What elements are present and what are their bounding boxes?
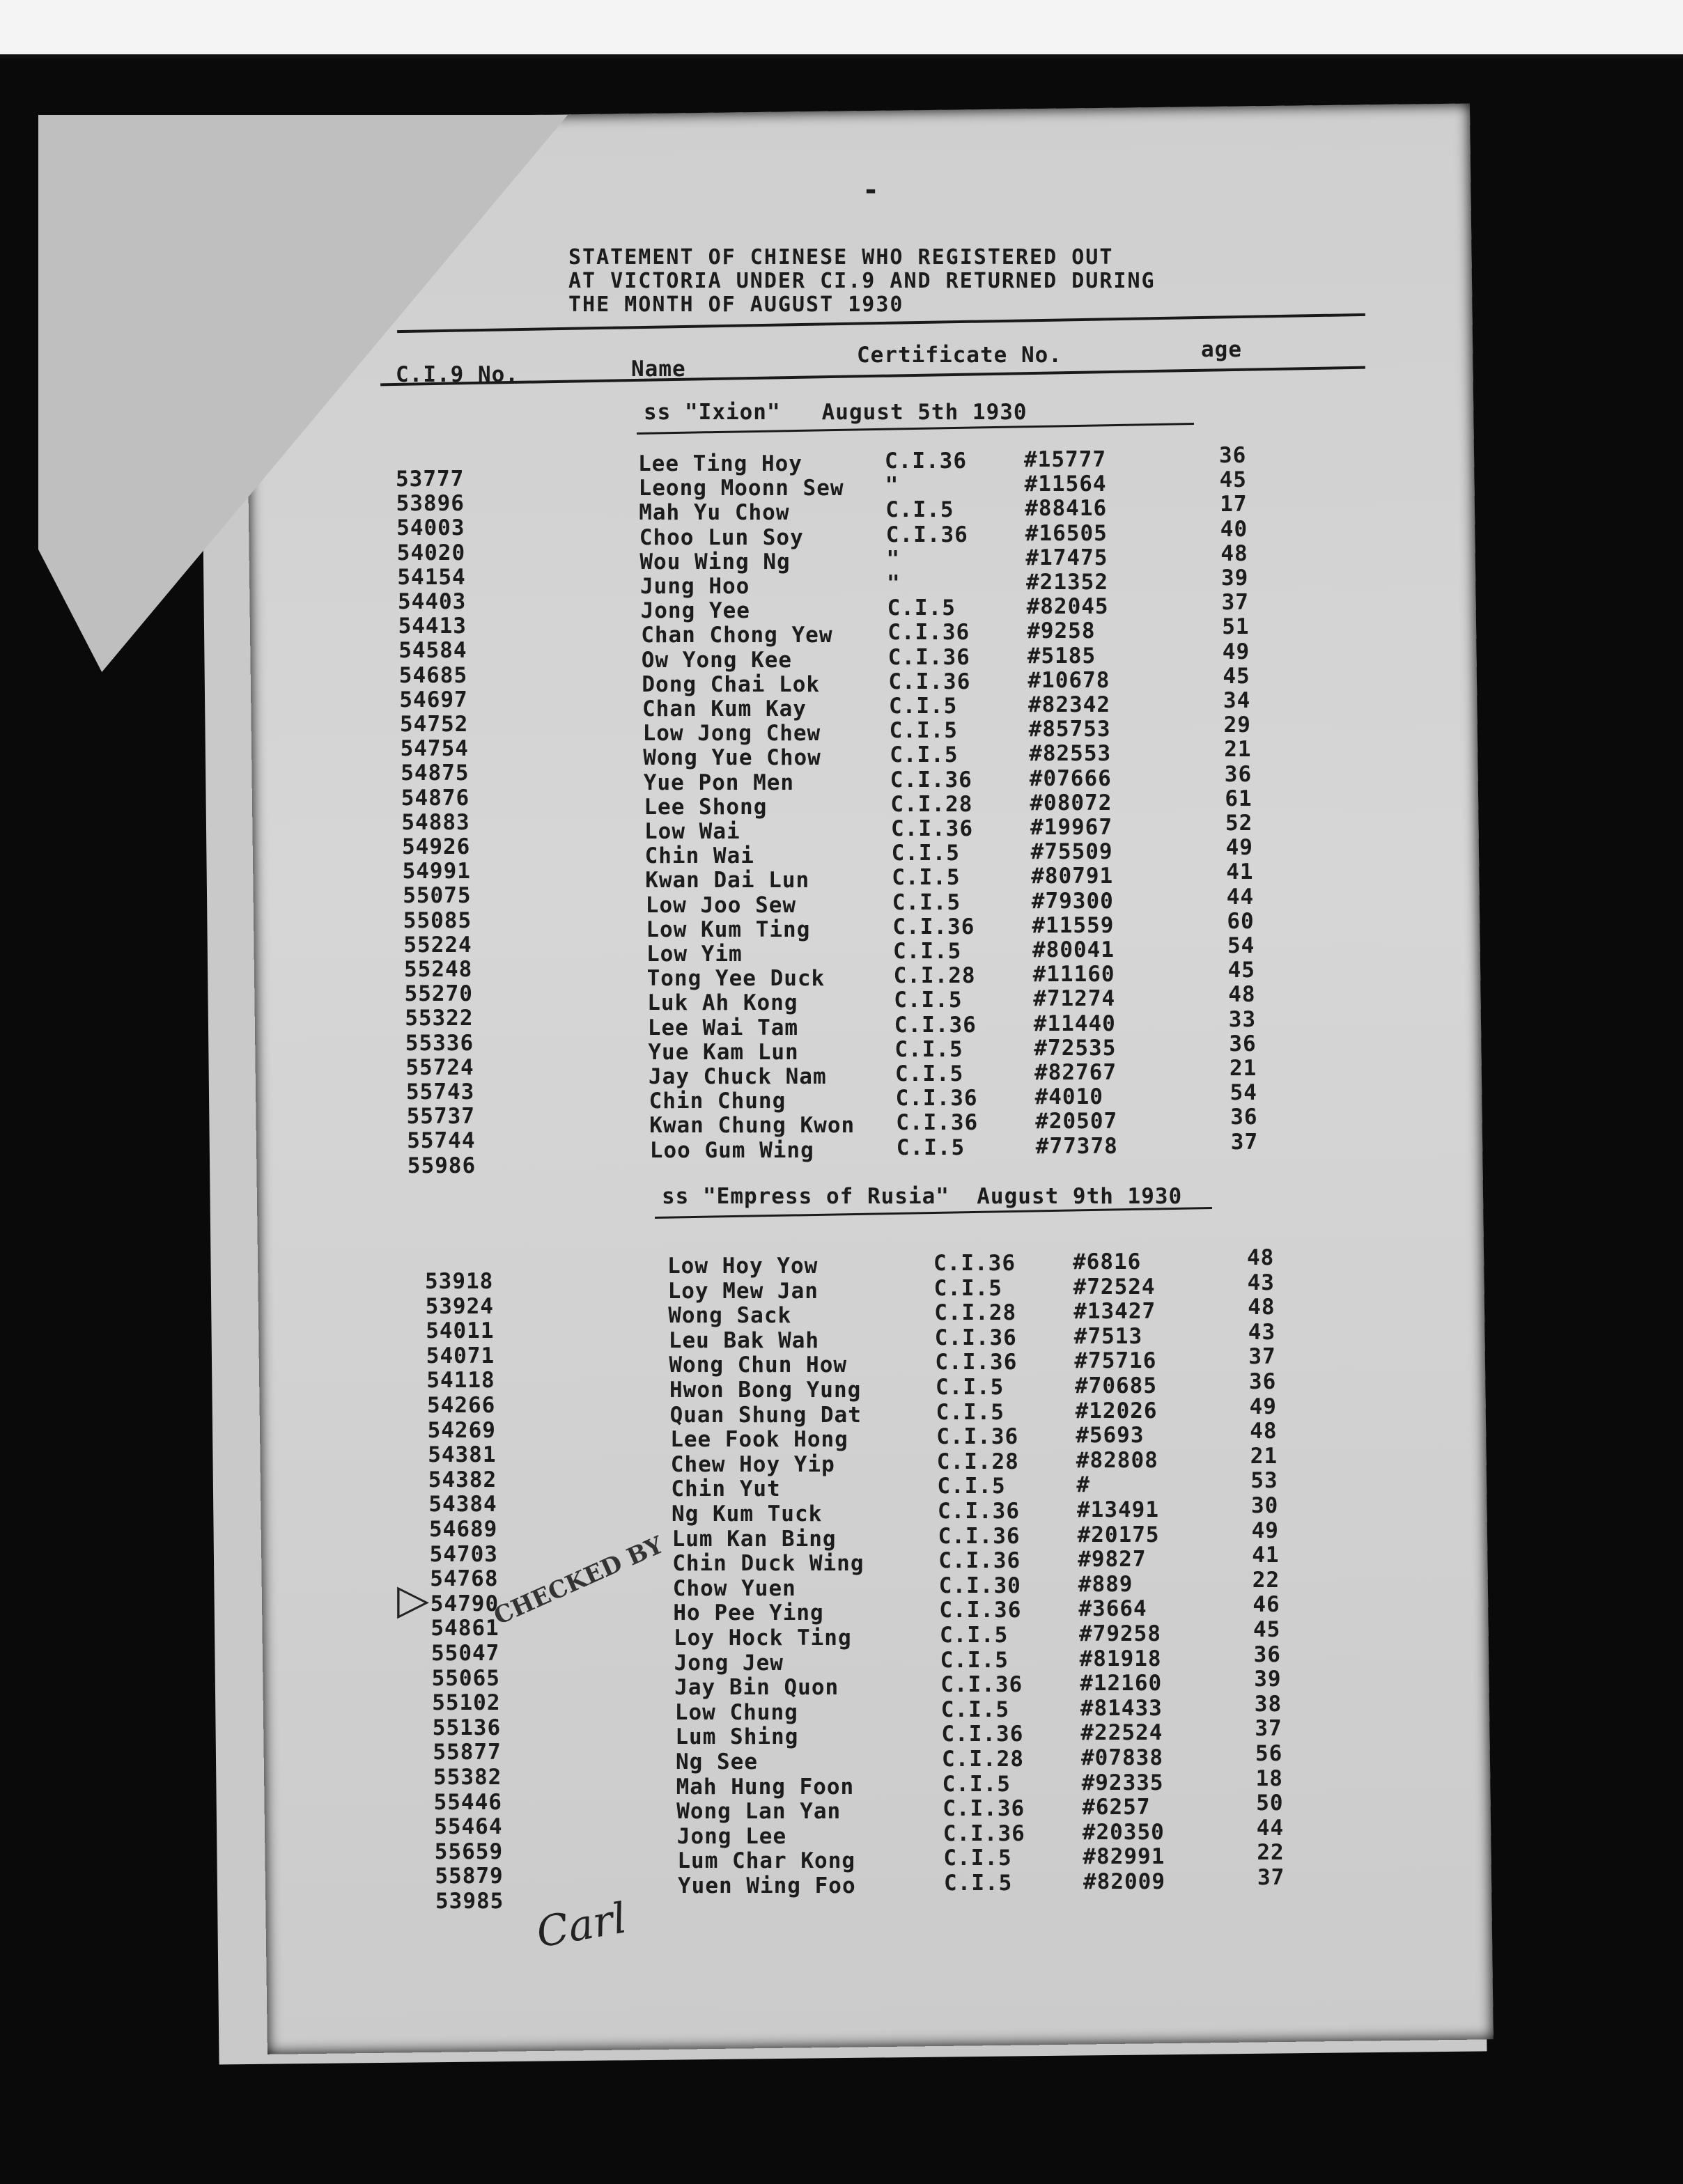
- certificate-type: C.I.5: [933, 1275, 1002, 1301]
- column-header-age: age: [1201, 337, 1242, 362]
- certificate-number: #82991: [1083, 1844, 1165, 1870]
- certificate-type: C.I.36: [895, 1086, 978, 1112]
- certificate-type: C.I.28: [890, 791, 973, 817]
- top-mark: -: [862, 174, 881, 206]
- certificate-number: #9258: [1027, 618, 1096, 644]
- certificate-type: C.I.36: [887, 620, 970, 646]
- age: 44: [1256, 1815, 1285, 1841]
- certificate-number: #92335: [1081, 1770, 1164, 1795]
- passenger-name: Lum Char Kong: [677, 1848, 856, 1874]
- passenger-name: Lum Kan Bing: [672, 1526, 837, 1552]
- certificate-type: C.I.36: [933, 1251, 1016, 1276]
- certificate-type: C.I.36: [941, 1722, 1024, 1747]
- ci9-number: 54876: [401, 785, 470, 811]
- certificate-type: C.I.5: [890, 742, 959, 768]
- age: 44: [1226, 884, 1255, 910]
- ci9-number: 54703: [429, 1541, 498, 1567]
- passenger-name: Yue Kam Lun: [648, 1039, 799, 1065]
- ci9-number: 54926: [402, 834, 471, 859]
- passenger-name: Low Wai: [644, 819, 740, 844]
- certificate-type: C.I.36: [891, 816, 973, 841]
- certificate-type: C.I.5: [944, 1871, 1013, 1896]
- ci9-number: 54154: [397, 564, 466, 590]
- ci9-number: 54584: [398, 638, 467, 664]
- passenger-name: Mah Yu Chow: [639, 500, 790, 526]
- ci9-number: 55336: [405, 1030, 474, 1056]
- passenger-name: Jay Bin Quon: [674, 1675, 839, 1701]
- age: 36: [1229, 1031, 1257, 1056]
- certificate-number: #4010: [1034, 1084, 1103, 1110]
- age: 18: [1255, 1765, 1283, 1791]
- certificate-number: #5693: [1076, 1423, 1145, 1449]
- age: 21: [1250, 1443, 1278, 1469]
- ci9-number: 54266: [427, 1393, 496, 1418]
- age: 54: [1230, 1080, 1257, 1106]
- certificate-number: #11160: [1032, 962, 1115, 988]
- certificate-type: C.I.36: [890, 767, 972, 793]
- check-mark: ▷: [397, 1575, 430, 1624]
- age: 53: [1250, 1468, 1278, 1494]
- passenger-name: Wong Lan Yan: [676, 1799, 842, 1825]
- certificate-type: ": [886, 546, 901, 572]
- age: 46: [1252, 1592, 1280, 1618]
- age: 56: [1255, 1741, 1283, 1766]
- certificate-type: C.I.5: [936, 1375, 1005, 1400]
- certificate-type: C.I.36: [885, 522, 968, 547]
- ci9-number: 54790: [430, 1591, 499, 1616]
- ci9-number: 53777: [396, 467, 465, 492]
- title-line-3: THE MONTH OF AUGUST 1930: [568, 292, 904, 317]
- ci9-number: 55986: [407, 1153, 476, 1178]
- passenger-name: Chew Hoy Yip: [670, 1451, 835, 1477]
- certificate-type: C.I.36: [888, 669, 971, 694]
- certificate-number: #12160: [1080, 1671, 1163, 1696]
- ci9-number: 55065: [431, 1665, 500, 1691]
- certificate-type: C.I.5: [940, 1623, 1009, 1648]
- certificate-number: #12026: [1075, 1398, 1158, 1424]
- passenger-name: Chin Chung: [649, 1089, 786, 1114]
- age: 45: [1227, 958, 1255, 983]
- age: 33: [1228, 1006, 1257, 1032]
- ci9-number: 53985: [435, 1889, 504, 1914]
- passenger-name: Chin Wai: [644, 843, 754, 869]
- certificate-type: C.I.5: [889, 718, 958, 744]
- ci9-number: 55879: [435, 1864, 504, 1889]
- age: 36: [1230, 1105, 1258, 1130]
- ci9-number: 54413: [398, 614, 467, 639]
- age: 21: [1224, 737, 1252, 763]
- age: 61: [1225, 786, 1252, 811]
- header-rule: [380, 366, 1365, 387]
- ci9-number: 54752: [400, 712, 469, 737]
- certificate-number: #5185: [1027, 643, 1096, 669]
- signature: Carl: [532, 1894, 630, 1958]
- age: 54: [1227, 933, 1255, 958]
- age: 34: [1223, 688, 1251, 713]
- certificate-number: #20175: [1077, 1522, 1160, 1547]
- age: 29: [1223, 712, 1251, 738]
- passenger-name: Chan Chong Yew: [641, 623, 833, 648]
- passenger-name: Wong Yue Chow: [643, 745, 821, 771]
- certificate-number: #9827: [1078, 1547, 1147, 1573]
- certificate-number: #11440: [1033, 1011, 1116, 1036]
- age: 48: [1248, 1295, 1275, 1320]
- passenger-name: Hwon Bong Yung: [669, 1378, 862, 1403]
- passenger-name: Tong Yee Duck: [646, 966, 825, 992]
- age: 37: [1255, 1716, 1282, 1742]
- certificate-number: #20507: [1035, 1109, 1118, 1134]
- ci9-number: 55743: [406, 1079, 475, 1105]
- certificate-number: #81918: [1079, 1646, 1162, 1671]
- certificate-number: #3664: [1078, 1596, 1147, 1622]
- age: 43: [1248, 1319, 1276, 1345]
- certificate-number: #88416: [1025, 496, 1108, 522]
- certificate-number: #81433: [1080, 1695, 1163, 1721]
- passenger-name: Low Jong Chew: [642, 721, 821, 747]
- ci9-number: 54382: [428, 1467, 497, 1492]
- certificate-number: #85753: [1028, 717, 1111, 742]
- passenger-name: Low Kum Ting: [646, 916, 811, 942]
- certificate-number: #11564: [1024, 471, 1107, 497]
- certificate-type: C.I.5: [942, 1771, 1011, 1797]
- passenger-name: Ng Kum Tuck: [672, 1502, 823, 1527]
- certificate-type: C.I.36: [938, 1548, 1021, 1574]
- certificate-number: #16505: [1025, 520, 1108, 546]
- passenger-name: Wong Sack: [668, 1303, 792, 1329]
- ci9-number: 54883: [401, 809, 470, 835]
- age: 22: [1257, 1840, 1285, 1866]
- certificate-number: #82553: [1029, 741, 1112, 767]
- age: 52: [1225, 811, 1253, 836]
- certificate-type: C.I.36: [894, 1012, 977, 1038]
- certificate-number: #82767: [1034, 1060, 1117, 1085]
- passenger-name: Low Yim: [646, 942, 743, 967]
- certificate-number: #07838: [1081, 1745, 1163, 1770]
- certificate-type: C.I.28: [934, 1300, 1017, 1326]
- certificate-type: C.I.5: [895, 1061, 964, 1086]
- certificate-number: #75716: [1074, 1348, 1157, 1374]
- certificate-type: C.I.5: [893, 939, 962, 964]
- certificate-number: #7513: [1073, 1323, 1143, 1349]
- age: 36: [1249, 1369, 1277, 1394]
- certificate-number: #15777: [1024, 447, 1106, 472]
- passenger-name: Quan Shung Dat: [669, 1402, 862, 1428]
- age: 38: [1254, 1691, 1282, 1717]
- certificate-type: C.I.5: [892, 889, 961, 915]
- certificate-number: #71274: [1033, 986, 1116, 1012]
- column-header-ci9: C.I.9 No.: [396, 362, 519, 387]
- certificate-type: C.I.5: [885, 497, 954, 523]
- passenger-name: Loy Hock Ting: [674, 1625, 852, 1651]
- passenger-name: Lum Shing: [675, 1724, 799, 1750]
- age: 17: [1220, 492, 1248, 517]
- certificate-type: ": [887, 571, 901, 596]
- age: 36: [1224, 761, 1252, 787]
- certificate-type: C.I.30: [938, 1573, 1021, 1598]
- ci9-number: 54003: [396, 515, 465, 541]
- passenger-name: Choo Lun Soy: [639, 524, 804, 550]
- certificate-number: #77378: [1035, 1133, 1118, 1159]
- certificate-number: #21352: [1026, 570, 1108, 595]
- certificate-type: C.I.36: [887, 644, 970, 670]
- passenger-name: Low Joo Sew: [645, 892, 797, 918]
- age: 45: [1219, 467, 1247, 493]
- ci9-number: 54118: [426, 1368, 495, 1394]
- passenger-name: Lee Fook Hong: [670, 1427, 848, 1453]
- passenger-name: Wong Chun How: [669, 1352, 848, 1378]
- age: 49: [1225, 835, 1253, 861]
- ci9-number: 55322: [405, 1006, 474, 1031]
- ci9-number: 53896: [396, 491, 465, 517]
- column-header-name: Name: [631, 357, 686, 382]
- ci9-number: 53918: [425, 1269, 494, 1294]
- certificate-type: C.I.5: [937, 1474, 1006, 1499]
- certificate-type: C.I.5: [943, 1846, 1012, 1871]
- certificate-type: C.I.36: [896, 1110, 979, 1136]
- age: 45: [1253, 1617, 1281, 1642]
- ci9-number: 54991: [402, 859, 471, 884]
- passenger-name: Leu Bak Wah: [668, 1327, 820, 1353]
- ci9-number: 54403: [398, 589, 467, 614]
- certificate-type: C.I.28: [893, 963, 976, 989]
- ci9-number: 54011: [426, 1318, 495, 1344]
- passenger-name: Chow Yuen: [672, 1575, 796, 1601]
- ci9-number: 55446: [433, 1789, 502, 1815]
- ci9-number: 55724: [405, 1054, 474, 1080]
- certificate-number: #82045: [1026, 594, 1109, 620]
- certificate-type: C.I.36: [885, 448, 967, 474]
- certificate-type: C.I.36: [938, 1499, 1020, 1524]
- passenger-name: Chin Yut: [671, 1476, 781, 1502]
- age: 48: [1250, 1419, 1278, 1444]
- ci9-number: 54269: [427, 1417, 496, 1443]
- certificate-number: #6257: [1082, 1795, 1151, 1820]
- passenger-name: Low Hoy Yow: [667, 1254, 819, 1279]
- certificate-number: #19967: [1030, 815, 1112, 840]
- certificate-type: C.I.5: [896, 1134, 965, 1160]
- passenger-name: Loy Mew Jan: [667, 1278, 819, 1304]
- certificate-type: C.I.5: [940, 1696, 1010, 1722]
- certificate-number: #80791: [1031, 864, 1114, 889]
- ci9-number: 55382: [433, 1765, 502, 1790]
- age: 37: [1230, 1129, 1259, 1155]
- certificate-type: C.I.28: [936, 1449, 1019, 1474]
- certificate-number: #82808: [1076, 1447, 1158, 1473]
- passenger-name: Chan Kum Kay: [642, 696, 807, 722]
- passenger-name: Chin Duck Wing: [672, 1551, 864, 1577]
- passenger-name: Ho Pee Ying: [673, 1600, 824, 1626]
- certificate-type: C.I.5: [892, 865, 961, 891]
- certificate-number: #72535: [1034, 1035, 1117, 1061]
- certificate-number: #: [1076, 1472, 1091, 1498]
- title-line-2: AT VICTORIA UNDER CI.9 AND RETURNED DURING: [568, 269, 1156, 293]
- certificate-type: C.I.5: [894, 988, 963, 1013]
- certificate-type: C.I.5: [936, 1399, 1005, 1425]
- passenger-name: Kwan Chung Kwon: [649, 1113, 855, 1139]
- ci9-number: 54071: [426, 1343, 495, 1368]
- certificate-type: C.I.5: [889, 694, 958, 719]
- certificate-number: #79258: [1079, 1621, 1161, 1646]
- certificate-number: #80041: [1032, 937, 1115, 962]
- age: 21: [1230, 1056, 1257, 1081]
- certificate-number: #13491: [1077, 1497, 1159, 1522]
- age: 37: [1221, 590, 1249, 616]
- age: 37: [1248, 1344, 1276, 1370]
- ci9-number: 54685: [398, 662, 468, 688]
- certificate-type: C.I.36: [935, 1350, 1018, 1375]
- age: 36: [1219, 443, 1247, 468]
- ci9-number: 54384: [428, 1492, 497, 1518]
- certificate-number: #10678: [1027, 667, 1110, 693]
- age: 51: [1222, 614, 1250, 640]
- passenger-name: Jong Jew: [674, 1650, 784, 1676]
- age: 49: [1251, 1518, 1279, 1543]
- passenger-name: Leong Moonn Sew: [638, 476, 844, 501]
- age: 49: [1249, 1394, 1277, 1419]
- ci9-number: 54768: [430, 1566, 499, 1592]
- ci9-number: 54754: [400, 736, 469, 762]
- ci9-number: 54689: [429, 1517, 498, 1542]
- certificate-type: C.I.36: [938, 1523, 1021, 1549]
- ci9-number: 55047: [431, 1641, 500, 1666]
- passenger-name: Mah Hung Foon: [676, 1774, 855, 1800]
- ci9-number: 55085: [403, 907, 472, 933]
- certificate-number: #6816: [1073, 1249, 1142, 1274]
- certificate-type: ": [885, 473, 899, 499]
- certificate-number: #07666: [1029, 765, 1112, 791]
- certificate-type: C.I.36: [892, 914, 975, 939]
- ci9-number: 53924: [425, 1293, 494, 1319]
- ci9-number: 54875: [401, 760, 470, 786]
- age: 39: [1254, 1667, 1282, 1692]
- age: 30: [1251, 1493, 1279, 1518]
- certificate-number: #82342: [1028, 692, 1110, 717]
- age: 39: [1221, 566, 1249, 591]
- checked-by-stamp: CHECKED BY: [490, 1531, 668, 1631]
- ci9-number: 55877: [433, 1740, 502, 1765]
- column-header-certificate: Certificate No.: [857, 343, 1062, 368]
- ci9-number: 55224: [403, 932, 472, 958]
- passenger-name: Luk Ah Kong: [647, 990, 798, 1016]
- age: 36: [1253, 1641, 1281, 1667]
- age: 48: [1220, 540, 1248, 566]
- ci9-number: 55270: [404, 981, 473, 1007]
- certificate-type: C.I.36: [936, 1424, 1019, 1450]
- age: 40: [1220, 516, 1248, 542]
- certificate-type: C.I.5: [940, 1647, 1009, 1673]
- certificate-type: C.I.36: [934, 1325, 1017, 1350]
- ci9-number: 55737: [406, 1104, 475, 1130]
- certificate-number: #08072: [1030, 790, 1112, 816]
- passenger-name: Jung Hoo: [640, 574, 750, 599]
- passenger-name: Kwan Dai Lun: [645, 868, 810, 894]
- age: 48: [1247, 1245, 1275, 1270]
- certificate-type: C.I.28: [942, 1747, 1024, 1772]
- certificate-type: C.I.36: [939, 1598, 1022, 1623]
- ci9-number: 55136: [432, 1715, 502, 1740]
- age: 60: [1227, 908, 1255, 934]
- certificate-number: #13427: [1073, 1299, 1156, 1325]
- certificate-type: C.I.36: [943, 1820, 1025, 1846]
- passenger-name: Dong Chai Lok: [642, 671, 821, 697]
- ci9-number: 55659: [434, 1839, 504, 1864]
- certificate-number: #889: [1078, 1571, 1133, 1597]
- certificate-number: #11559: [1032, 912, 1115, 938]
- certificate-number: #82009: [1083, 1869, 1165, 1894]
- passenger-name: Jong Lee: [676, 1823, 787, 1849]
- passenger-name: Lee Shong: [644, 794, 768, 820]
- certificate-type: C.I.5: [894, 1036, 963, 1062]
- certificate-type: C.I.36: [943, 1796, 1025, 1822]
- age: 49: [1222, 639, 1250, 664]
- ship-heading: ss "Empress of Rusia" August 9th 1930: [662, 1184, 1183, 1209]
- passenger-name: Ow Yong Kee: [641, 647, 793, 673]
- passenger-name: Loo Gum Wing: [649, 1137, 814, 1163]
- certificate-number: #79300: [1031, 888, 1114, 914]
- ci9-number: 54020: [396, 540, 466, 566]
- certificate-type: C.I.5: [891, 841, 960, 866]
- passenger-name: Yuen Wing Foo: [678, 1873, 856, 1898]
- certificate-type: C.I.36: [940, 1672, 1023, 1698]
- age: 41: [1252, 1543, 1280, 1568]
- passenger-name: Jong Yee: [640, 598, 750, 624]
- certificate-number: #72524: [1073, 1274, 1156, 1300]
- certificate-number: #22524: [1080, 1720, 1163, 1746]
- ci9-number: 55075: [403, 883, 472, 909]
- passenger-name: Yue Pon Men: [643, 770, 795, 795]
- age: 48: [1228, 982, 1256, 1008]
- ci9-number: 55464: [434, 1814, 503, 1840]
- ship-heading: ss "Ixion" August 5th 1930: [644, 400, 1027, 425]
- age: 22: [1252, 1567, 1280, 1593]
- ci9-number: 54381: [428, 1442, 497, 1468]
- passenger-name: Jay Chuck Nam: [649, 1064, 827, 1089]
- age: 45: [1223, 663, 1250, 689]
- age: 41: [1226, 859, 1254, 885]
- passenger-name: Ng See: [676, 1749, 758, 1774]
- age: 37: [1257, 1865, 1285, 1890]
- ci9-number: 54861: [431, 1616, 499, 1641]
- passenger-name: Lee Wai Tam: [647, 1015, 799, 1040]
- ci9-number: 55248: [404, 957, 473, 982]
- ci9-number: 55102: [432, 1690, 501, 1716]
- age: 50: [1256, 1791, 1284, 1816]
- certificate-type: C.I.5: [887, 595, 956, 621]
- certificate-number: #20350: [1082, 1819, 1165, 1845]
- ci9-number: 55744: [407, 1128, 476, 1154]
- title-line-1: STATEMENT OF CHINESE WHO REGISTERED OUT: [568, 245, 1114, 270]
- age: 43: [1247, 1270, 1275, 1295]
- passenger-name: Wou Wing Ng: [639, 549, 791, 575]
- certificate-number: #70685: [1075, 1373, 1157, 1398]
- passenger-name: Lee Ting Hoy: [638, 451, 802, 476]
- certificate-number: #75509: [1030, 839, 1113, 865]
- certificate-number: #17475: [1025, 545, 1108, 570]
- ci9-number: 54697: [399, 687, 468, 712]
- passenger-name: Low Chung: [674, 1699, 798, 1725]
